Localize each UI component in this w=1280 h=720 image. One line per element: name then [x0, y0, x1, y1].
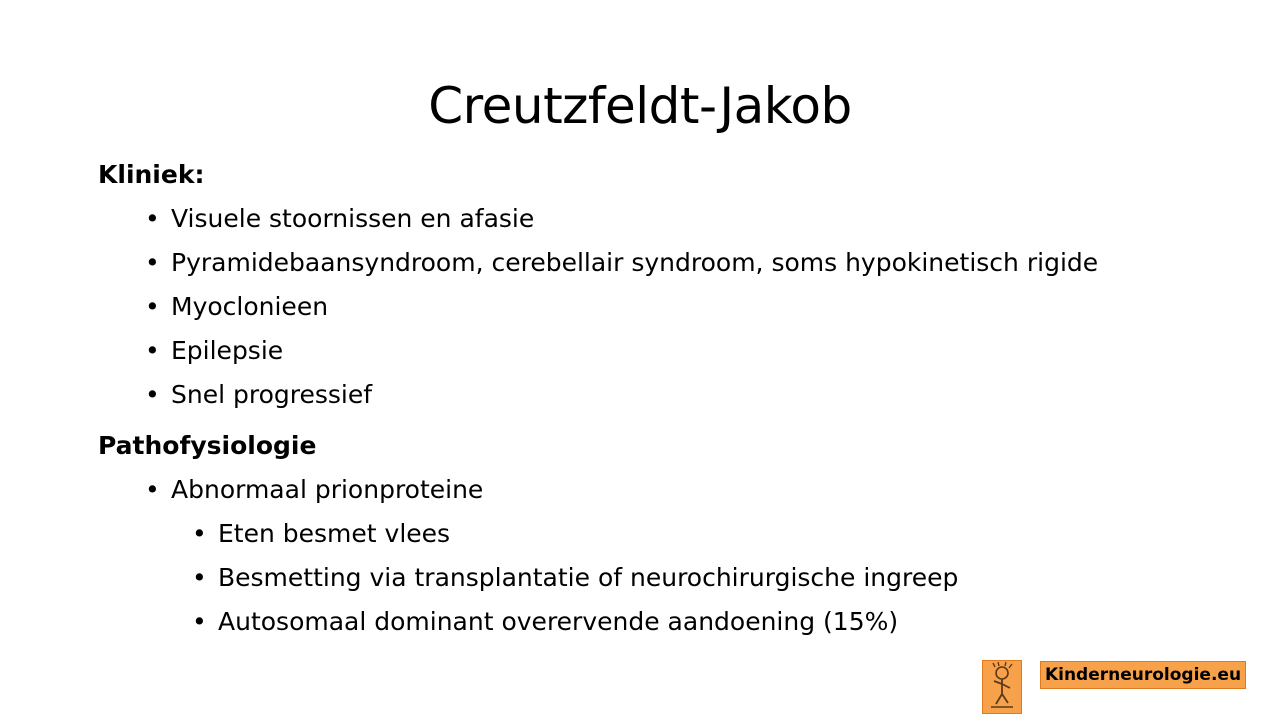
section-heading-kliniek: Kliniek:	[98, 160, 205, 189]
sub-list-item: • Autosomaal dominant overervende aandoening (15%)	[98, 605, 1198, 639]
list-item: • Myoclonieen	[98, 290, 1201, 324]
list-item: • Visuele stoornissen en afasie	[98, 202, 1201, 236]
site-brand-label: Kinderneurologie.eu	[1040, 661, 1246, 689]
slide-title: Creutzfeldt-Jakob	[428, 77, 852, 135]
child-figure-logo-icon	[982, 660, 1022, 714]
slide-content	[98, 158, 1198, 639]
pathofysiologie-list	[98, 473, 1198, 639]
list-item: • Snel progressief	[98, 378, 1201, 412]
list-item: • Abnormaal prionproteine	[98, 473, 1201, 507]
kliniek-list	[98, 202, 1198, 412]
sub-list-item: • Besmetting via transplantatie of neurochirurgische ingreep	[98, 561, 1198, 595]
sub-list-item: • Eten besmet vlees	[98, 517, 1198, 551]
section-heading-pathofysiologie: Pathofysiologie	[98, 431, 317, 460]
list-item: • Epilepsie	[98, 334, 1201, 368]
list-item: • Pyramidebaansyndroom, cerebellair syndroom, soms hypokinetisch rigide	[98, 246, 1201, 280]
